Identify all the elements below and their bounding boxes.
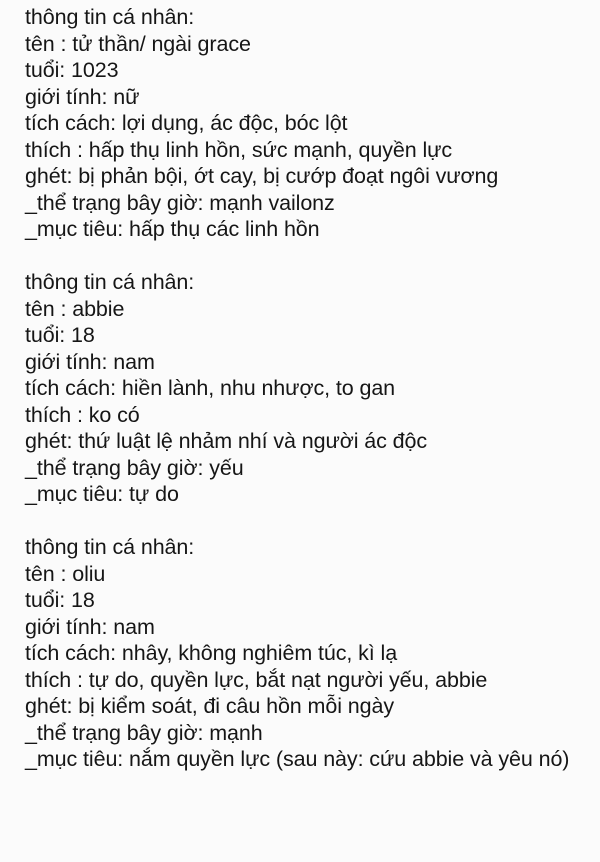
likes-line: thích : hấp thụ linh hồn, sức mạnh, quyền lực: [25, 137, 453, 162]
personality-line: tích cách: nhây, không nghiêm túc, kì lạ: [25, 641, 398, 665]
dislikes-line: ghét: thứ luật lệ nhảm nhí và người ác độc: [25, 429, 428, 453]
gender-line: giới tính: nam: [25, 614, 155, 639]
condition-line: _thể trạng bây giờ: mạnh: [25, 720, 263, 745]
condition-line: _thể trạng bây giờ: mạnh vailonz: [25, 190, 335, 215]
name-line: tên : oliu: [25, 561, 106, 586]
gender-line: giới tính: nữ: [25, 84, 140, 109]
age-line: tuổi: 18: [25, 588, 95, 612]
goal-line: _mục tiêu: nắm quyền lực (sau này: cứu abbie và yêu nó): [25, 747, 570, 771]
profile-grace: [25, 4, 582, 243]
age-line: tuổi: 18: [25, 323, 95, 347]
section-heading: thông tin cá nhân:: [25, 5, 195, 29]
condition-line: _thể trạng bây giờ: yếu: [25, 455, 244, 480]
name-line: tên : abbie: [25, 296, 125, 321]
likes-line: thích : ko có: [25, 402, 140, 427]
goal-line: _mục tiêu: tự do: [25, 482, 179, 506]
section-heading: thông tin cá nhân:: [25, 535, 195, 559]
dislikes-line: ghét: bị kiểm soát, đi câu hồn mỗi ngày: [25, 694, 394, 718]
personality-line: tích cách: lợi dụng, ác độc, bóc lột: [25, 111, 348, 135]
gender-line: giới tính: nam: [25, 349, 155, 374]
likes-line: thích : tự do, quyền lực, bắt nạt người yếu, abbie: [25, 667, 488, 692]
goal-line: _mục tiêu: hấp thụ các linh hồn: [25, 217, 320, 241]
age-line: tuổi: 1023: [25, 58, 119, 82]
personality-line: tích cách: hiền lành, nhu nhược, to gan: [25, 376, 396, 400]
section-heading: thông tin cá nhân:: [25, 270, 195, 294]
profile-abbie: [25, 269, 582, 508]
dislikes-line: ghét: bị phản bội, ớt cay, bị cướp đoạt ngôi vương: [25, 164, 499, 188]
profile-oliu: [25, 534, 582, 773]
name-line: tên : tử thần/ ngài grace: [25, 31, 251, 56]
